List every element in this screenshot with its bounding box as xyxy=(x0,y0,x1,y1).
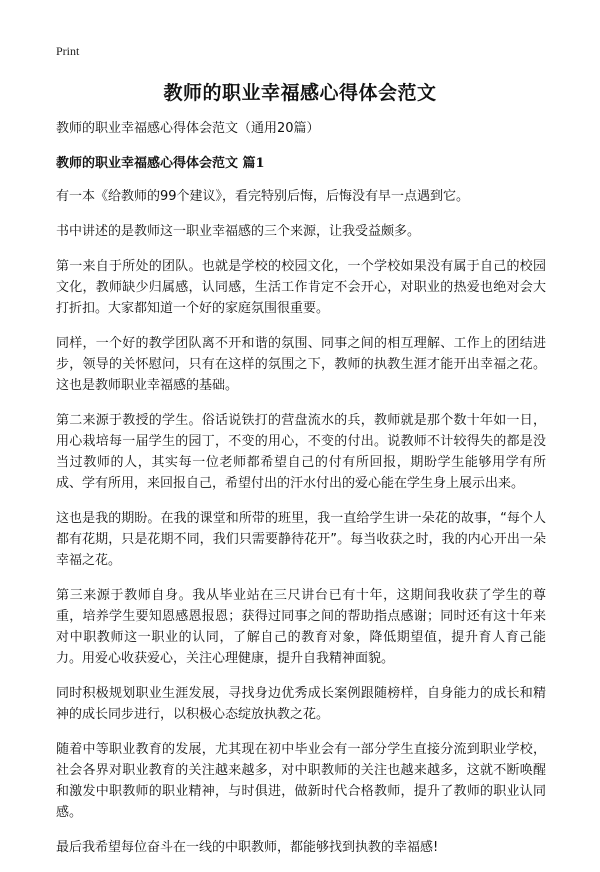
paragraph: 有一本《给教师的99个建议》，看完特别后悔，后悔没有早一点遇到它。 xyxy=(56,189,470,204)
paragraph: 这也是我的期盼。在我的课堂和所带的班里，我一直给学生讲一朵花的故事，“每个人都有花期，只是花期不同，我们只需要静待花开”。每当收获之时，我的内心开出一朵幸福之花。 xyxy=(56,511,546,568)
section-heading: 教师的职业幸福感心得体会范文 篇1 xyxy=(56,156,265,171)
paragraph: 同样，一个好的教学团队离不开和谐的氛围、同事之间的相互理解、工作上的团结进步，领导的关怀慰问，只有在这样的氛围之下，教师的执教生涯才能开出幸福之花。这也是教师职业幸福感的基础。 xyxy=(56,336,546,393)
document-subtitle: 教师的职业幸福感心得体会范文（通用20篇） xyxy=(56,121,320,136)
paragraph: 第三来源于教师自身。我从毕业站在三尺讲台已有十年，这期间我收获了学生的尊重，培养学生要知恩感恩报恩；获得过同事之间的帮助指点感谢；同时还有这十年来对中职教师这一职业的认同，了解自己的教育对象，降低期望值，提升育人育己能力。用爱心收获爱心，关注心理健康，提升自我精神面貌。 xyxy=(56,588,546,666)
paragraph: 第一来自于所处的团队。也就是学校的校园文化，一个学校如果没有属于自己的校园文化，教师缺少归属感，认同感，生活工作肯定不会开心，对职业的热爱也绝对会大打折扣。大家都知道一个好的家庭氛围很重要。 xyxy=(56,259,546,316)
paragraph: 第二来源于教授的学生。俗话说铁打的营盘流水的兵，教师就是那个数十年如一日，用心栽培每一届学生的园丁，不变的用心，不变的付出。说教师不计较得失的都是没当过教师的人，其实每一位老师都希望自己的付有所回报，期盼学生能够用学有所成、学有所用，来回报自己，希望付出的汗水付出的爱心能在学生身上展示出来。 xyxy=(56,413,546,491)
paragraph: 最后我希望每位奋斗在一线的中职教师，都能够找到执教的幸福感! xyxy=(56,840,439,855)
paragraph: 书中讲述的是教师这一职业幸福感的三个来源，让我受益颇多。 xyxy=(56,224,421,239)
article-body xyxy=(56,118,546,872)
page-title: 教师的职业幸福感心得体会范文 xyxy=(163,82,437,104)
print-link[interactable]: Print xyxy=(56,44,80,58)
paragraph: 随着中等职业教育的发展，尤其现在初中毕业会有一部分学生直接分流到职业学校，社会各界对职业教育的关注越来越多，对中职教师的关注也越来越多，这就不断唤醒和激发中职教师的职业精神，与时俱进，做新时代合格教师，提升了教师的职业认同感。 xyxy=(56,742,546,820)
paragraph: 同时积极规划职业生涯发展，寻找身边优秀成长案例跟随榜样，自身能力的成长和精神的成长同步进行，以积极心态绽放执教之花。 xyxy=(56,686,546,722)
